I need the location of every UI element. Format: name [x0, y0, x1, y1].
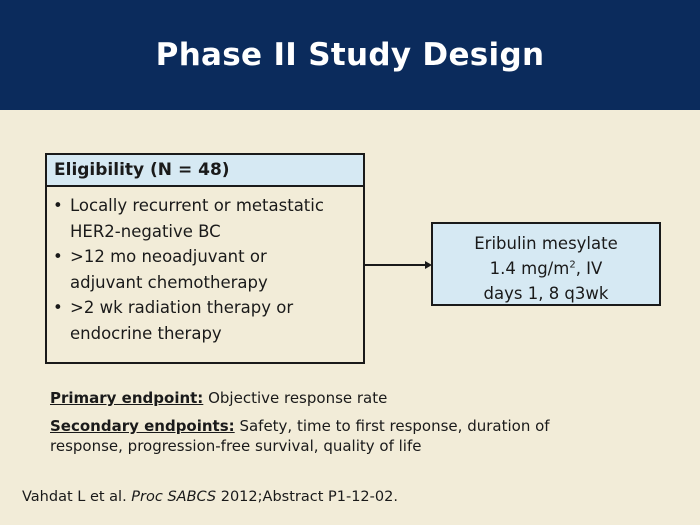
treatment-dose: 1.4 $mg/m^2$, IV [489, 259, 603, 278]
citation-journal: Proc SABCS [131, 489, 217, 505]
endpoints-section [50, 388, 670, 464]
treatment-box [431, 222, 661, 306]
secondary-endpoints-text-cont: response, progression-free survival, quality of life [50, 437, 422, 455]
eligibility-item [53, 244, 355, 295]
bullet-icon: • [53, 247, 63, 266]
eligibility-item [53, 193, 355, 244]
primary-endpoint [50, 388, 670, 408]
treatment-schedule: days 1, 8 q3wk [483, 284, 609, 303]
eligibility-box [45, 153, 365, 364]
bullet-icon: • [53, 196, 63, 215]
citation: Vahdat L et al. Proc SABCS 2012;Abstract P1-12-02. [22, 489, 398, 505]
primary-endpoint-label: Primary endpoint: [50, 389, 204, 407]
eligibility-item-line: endocrine therapy [70, 323, 222, 343]
page-title: Phase II Study Design [155, 37, 545, 73]
eligibility-item-line: Locally recurrent or metastatic [70, 196, 324, 215]
secondary-endpoints [50, 416, 670, 456]
treatment-drug: Eribulin mesylate [474, 234, 618, 253]
secondary-endpoints-text: Safety, time to first response, duration of [239, 417, 550, 435]
title-banner [0, 0, 700, 110]
flow-arrow [365, 255, 433, 275]
eligibility-item-line: adjuvant chemotherapy [70, 272, 268, 292]
eligibility-item-line: >12 mo neoadjuvant or [70, 247, 267, 266]
bullet-icon: • [53, 298, 63, 317]
eligibility-item-line: >2 wk radiation therapy or [70, 298, 294, 317]
eligibility-item [53, 295, 355, 346]
eligibility-header: Eligibility (N = 48) [47, 155, 363, 187]
secondary-endpoints-label: Secondary endpoints: [50, 417, 235, 435]
primary-endpoint-text: Objective response rate [208, 389, 388, 407]
eligibility-list [47, 187, 363, 346]
eligibility-item-line: HER2-negative BC [70, 221, 221, 241]
